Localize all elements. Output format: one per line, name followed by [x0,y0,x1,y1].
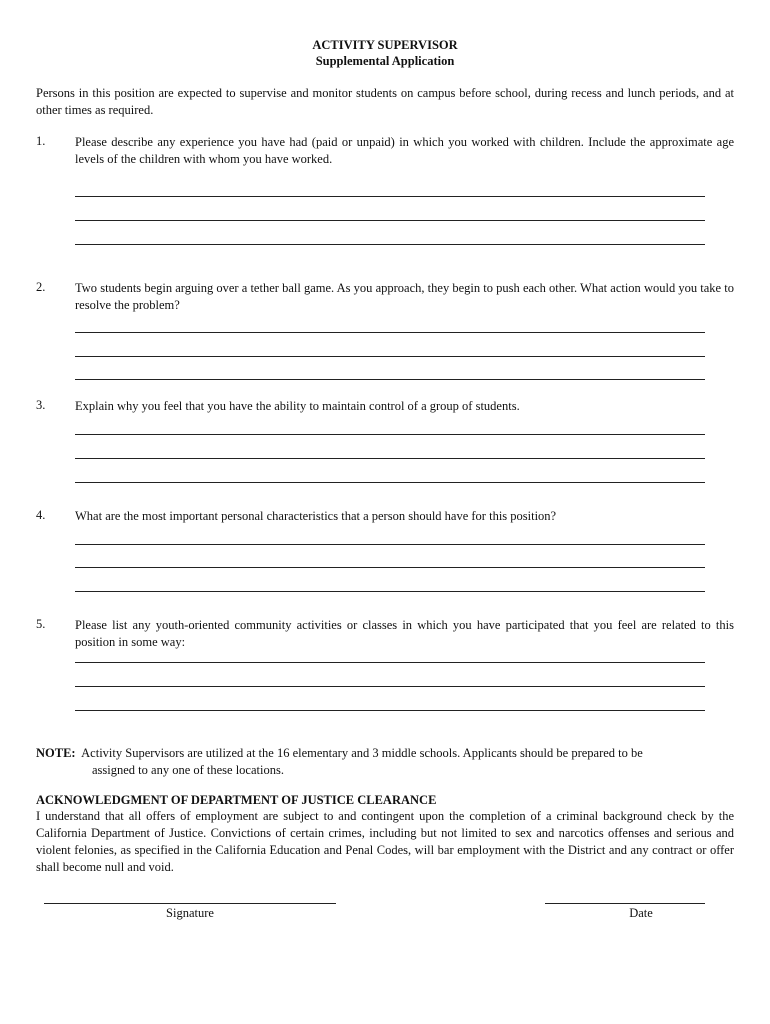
question-number-3: 3. [36,398,46,412]
answer-line-4b[interactable] [75,567,705,568]
answer-line-5a[interactable] [75,662,705,663]
answer-line-3c[interactable] [75,482,705,483]
answer-line-5c[interactable] [75,710,705,711]
acknowledgment-body: I understand that all offers of employment are subject to and contingent upon the completion of a criminal background check by the California Department of Justice. Convictions of certain crimes, including but not limited to sex and narcotics offenses and serious and violent felonies, as specified in the California Education and Penal Codes, will bar employment with the District and any contract or offer shall become null and void. [36,809,734,874]
answer-line-4a[interactable] [75,544,705,545]
question-number-2: 2. [36,280,46,294]
answer-line-4c[interactable] [75,591,705,592]
acknowledgment-heading: ACKNOWLEDGMENT OF DEPARTMENT OF JUSTICE CLEARANCE [36,793,437,807]
question-text-2: Two students begin arguing over a tether ball game. As you approach, they begin to push each other. What action would you take to resolve the problem? [75,281,734,312]
answer-line-2c[interactable] [75,379,705,380]
question-number-1: 1. [36,134,46,148]
answer-line-1a[interactable] [75,196,705,197]
answer-line-3a[interactable] [75,434,705,435]
note-label: NOTE: [36,746,76,760]
date-label: Date [629,906,653,920]
question-text-4: What are the most important personal characteristics that a person should have for this position? [75,509,557,523]
question-text-1: Please describe any experience you have had (paid or unpaid) in which you worked with children. Include the approximate age levels of the children with whom you have worked. [75,135,734,166]
page-subtitle: Supplemental Application [315,54,455,68]
answer-line-2a[interactable] [75,332,705,333]
answer-line-1c[interactable] [75,244,705,245]
answer-line-3b[interactable] [75,458,705,459]
answer-line-2b[interactable] [75,356,705,357]
note-text: Activity Supervisors are utilized at the 16 elementary and 3 middle schools. Applicants should be prepared to be [81,746,643,760]
intro-paragraph: Persons in this position are expected to supervise and monitor students on campus before school, during recess and lunch periods, and at other times as required. [36,86,734,117]
note-block [36,745,734,779]
question-text-5: Please list any youth-oriented community activities or classes in which you have participated that you feel are related to this position in some way: [75,618,734,649]
note-text-continued: assigned to any one of these locations. [92,763,284,777]
question-number-4: 4. [36,508,46,522]
question-number-5: 5. [36,617,46,631]
answer-line-5b[interactable] [75,686,705,687]
signature-line[interactable] [44,903,336,904]
signature-label: Signature [166,906,214,920]
answer-line-1b[interactable] [75,220,705,221]
question-text-3: Explain why you feel that you have the ability to maintain control of a group of students. [75,399,520,413]
date-line[interactable] [545,903,705,904]
page-title: ACTIVITY SUPERVISOR [312,38,458,52]
